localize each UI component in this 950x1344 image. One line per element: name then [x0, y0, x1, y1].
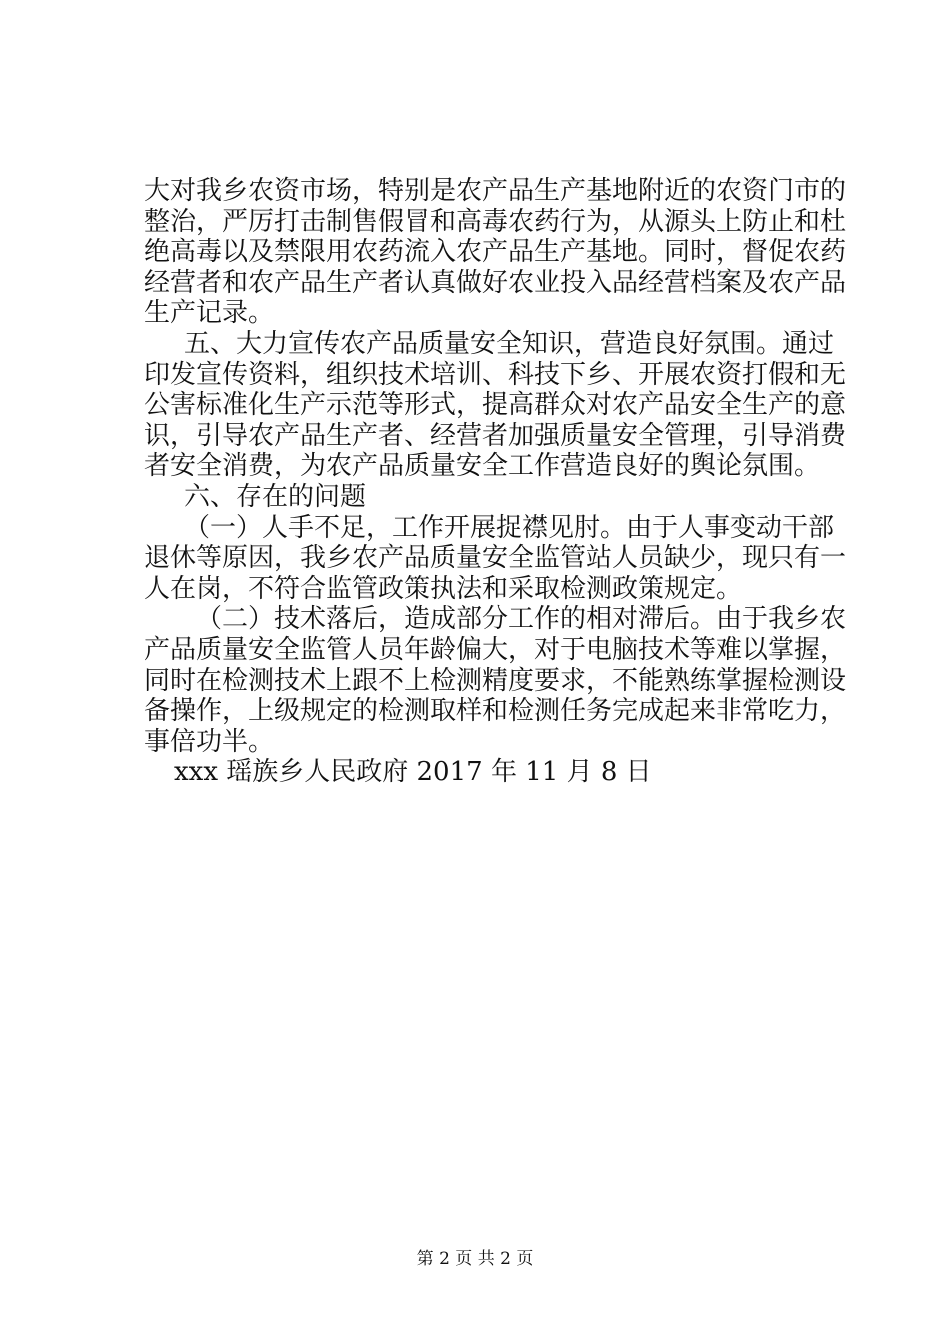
body-line: 退休等原因，我乡农产品质量安全监管站人员缺少，现只有一 — [144, 543, 847, 574]
body-line: 识，引导农产品生产者、经营者加强质量安全管理，引导消费 — [144, 420, 847, 451]
signature-line: xxx 瑶族乡人民政府 2017 年 11 月 8 日 — [174, 757, 652, 788]
page-number-footer: 第 2 页 共 2 页 — [416, 1249, 534, 1269]
body-line: 整治，严厉打击制售假冒和高毒农药行为，从源头上防止和杜 — [144, 206, 847, 237]
subsection-line: （二）技术落后，造成部分工作的相对滞后。由于我乡农 — [196, 604, 847, 635]
body-line: 生产记录。 — [144, 298, 275, 329]
section-heading: 六、存在的问题 — [184, 481, 367, 512]
body-line: 印发宣传资料，组织技术培训、科技下乡、开展农资打假和无 — [144, 359, 847, 390]
body-line: 产品质量安全监管人员年龄偏大，对于电脑技术等难以掌握， — [144, 634, 847, 665]
document-body — [144, 176, 847, 788]
body-line: 公害标准化生产示范等形式，提高群众对农产品安全生产的意 — [144, 390, 847, 421]
section-heading-line: 五、大力宣传农产品质量安全知识，营造良好氛围。通过 — [184, 328, 835, 359]
body-line: 同时在检测技术上跟不上检测精度要求，不能熟练掌握检测设 — [144, 665, 847, 696]
body-line: 经营者和农产品生产者认真做好农业投入品经营档案及农产品 — [144, 267, 847, 298]
body-line: 人在岗，不符合监管政策执法和采取检测政策规定。 — [144, 573, 743, 604]
body-line: 绝高毒以及禁限用农药流入农产品生产基地。同时，督促农药 — [144, 237, 847, 268]
body-line: 者安全消费，为农产品质量安全工作营造良好的舆论氛围。 — [144, 451, 821, 482]
body-line: 事倍功半。 — [144, 726, 275, 757]
body-line: 大对我乡农资市场，特别是农产品生产基地附近的农资门市的 — [144, 176, 847, 206]
body-line: 备操作，上级规定的检测取样和检测任务完成起来非常吃力， — [144, 696, 847, 727]
subsection-line: （一）人手不足，工作开展捉襟见肘。由于人事变动干部 — [184, 512, 835, 543]
